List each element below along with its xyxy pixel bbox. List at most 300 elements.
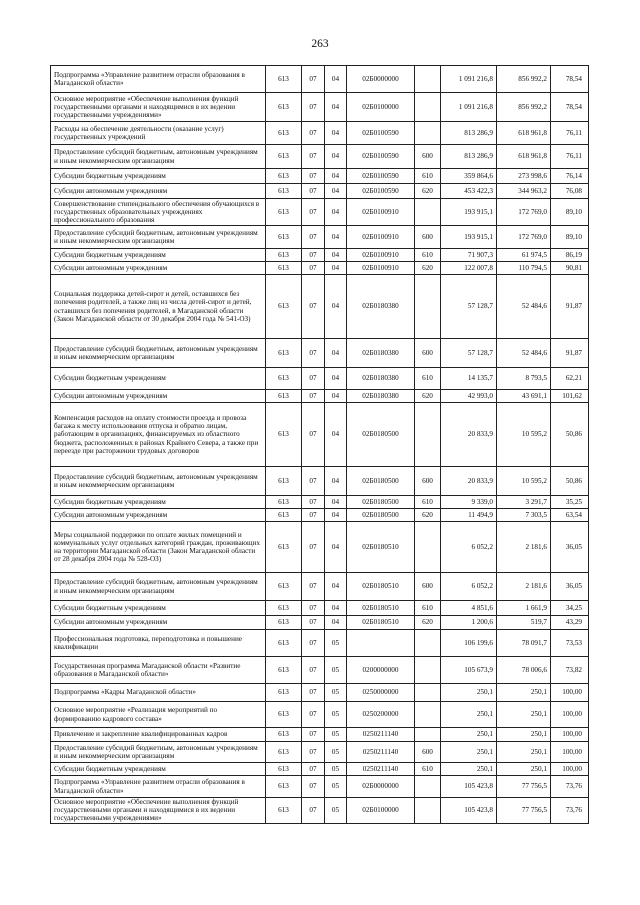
row-executed-amount: 519,7	[497, 616, 551, 630]
row-approved-amount: 4 851,6	[441, 601, 497, 616]
row-expense-type: 600	[415, 145, 441, 169]
row-execution-percent: 76,11	[551, 145, 589, 169]
row-section-code: 07	[302, 262, 325, 275]
row-subsection-code: 04	[325, 573, 347, 601]
row-execution-percent: 76,11	[551, 122, 589, 145]
row-executed-amount: 78 091,7	[497, 630, 551, 657]
row-approved-amount: 42 993,0	[441, 390, 497, 403]
row-subsection-code: 05	[325, 763, 347, 776]
row-name: Компенсация расходов на оплату стоимости проезда и провоза багажа к месту использования отпуска и обратно лицам, работающим в организациях, финансируемых из областного бюджета, расположенных в районах Крайнего Севера, а также при переезде при расторжении трудовых договоров	[51, 403, 266, 467]
row-ministry-code: 613	[266, 657, 302, 684]
row-approved-amount: 813 286,9	[441, 122, 497, 145]
row-subsection-code: 04	[325, 262, 347, 275]
row-subsection-code: 04	[325, 145, 347, 169]
row-target-article: 02Б0100000	[347, 798, 415, 824]
table-row	[51, 390, 589, 403]
row-section-code: 07	[302, 616, 325, 630]
row-execution-percent: 100,00	[551, 702, 589, 728]
row-target-article: 02Б0100590	[347, 122, 415, 145]
table-body	[51, 66, 589, 824]
table-row	[51, 616, 589, 630]
table-row	[51, 601, 589, 616]
row-execution-percent: 76,14	[551, 169, 589, 184]
row-name: Субсидии автономным учреждениям	[51, 390, 266, 403]
row-ministry-code: 613	[266, 145, 302, 169]
table-row	[51, 467, 589, 496]
row-name: Субсидии бюджетным учреждениям	[51, 169, 266, 184]
row-expense-type	[415, 657, 441, 684]
row-expense-type	[415, 93, 441, 122]
row-expense-type: 600	[415, 339, 441, 368]
row-target-article: 0250211140	[347, 742, 415, 763]
row-ministry-code: 613	[266, 93, 302, 122]
row-ministry-code: 613	[266, 763, 302, 776]
row-ministry-code: 613	[266, 630, 302, 657]
row-executed-amount: 2 181,6	[497, 573, 551, 601]
row-section-code: 07	[302, 184, 325, 199]
row-section-code: 07	[302, 93, 325, 122]
row-execution-percent: 62,21	[551, 368, 589, 390]
row-target-article: 0200000000	[347, 657, 415, 684]
row-name: Субсидии автономным учреждениям	[51, 262, 266, 275]
row-execution-percent: 89,10	[551, 199, 589, 226]
row-target-article: 0250200000	[347, 702, 415, 728]
row-expense-type	[415, 684, 441, 702]
row-executed-amount: 250,1	[497, 742, 551, 763]
row-target-article: 0250000000	[347, 684, 415, 702]
row-section-code: 07	[302, 66, 325, 93]
row-executed-amount: 250,1	[497, 763, 551, 776]
row-target-article: 02Б0180500	[347, 467, 415, 496]
row-target-article: 02Б0180380	[347, 339, 415, 368]
row-section-code: 07	[302, 684, 325, 702]
row-subsection-code: 05	[325, 776, 347, 798]
row-subsection-code: 04	[325, 467, 347, 496]
table-row	[51, 742, 589, 763]
row-executed-amount: 77 756,5	[497, 776, 551, 798]
row-executed-amount: 250,1	[497, 684, 551, 702]
row-execution-percent: 86,19	[551, 249, 589, 262]
row-target-article: 02Б0180380	[347, 390, 415, 403]
row-expense-type	[415, 728, 441, 742]
row-section-code: 07	[302, 122, 325, 145]
row-executed-amount: 10 595,2	[497, 467, 551, 496]
row-expense-type	[415, 798, 441, 824]
row-ministry-code: 613	[266, 467, 302, 496]
row-target-article: 02Б0180500	[347, 403, 415, 467]
row-execution-percent: 50,86	[551, 403, 589, 467]
row-approved-amount: 250,1	[441, 684, 497, 702]
row-name: Субсидии автономным учреждениям	[51, 616, 266, 630]
row-ministry-code: 613	[266, 226, 302, 249]
row-expense-type: 600	[415, 573, 441, 601]
row-subsection-code: 04	[325, 122, 347, 145]
row-execution-percent: 50,86	[551, 467, 589, 496]
budget-table	[50, 65, 589, 824]
table-row	[51, 169, 589, 184]
row-execution-percent: 36,05	[551, 522, 589, 573]
row-approved-amount: 20 833,9	[441, 467, 497, 496]
table-row	[51, 573, 589, 601]
row-name: Расходы на обеспечение деятельности (оказание услуг) государственных учреждений	[51, 122, 266, 145]
row-name: Предоставление субсидий бюджетным, автономным учреждениям и иным некоммерческим организациям	[51, 226, 266, 249]
row-executed-amount: 110 794,5	[497, 262, 551, 275]
row-target-article: 02Б0180510	[347, 616, 415, 630]
row-ministry-code: 613	[266, 798, 302, 824]
row-execution-percent: 78,54	[551, 66, 589, 93]
row-name: Предоставление субсидий бюджетным, автономным учреждениям и иным некоммерческим организациям	[51, 742, 266, 763]
row-execution-percent: 43,29	[551, 616, 589, 630]
row-approved-amount: 250,1	[441, 702, 497, 728]
row-executed-amount: 172 769,0	[497, 199, 551, 226]
row-ministry-code: 613	[266, 684, 302, 702]
table-row	[51, 657, 589, 684]
table-row	[51, 226, 589, 249]
row-subsection-code: 04	[325, 496, 347, 509]
row-section-code: 07	[302, 226, 325, 249]
row-ministry-code: 613	[266, 702, 302, 728]
row-expense-type	[415, 702, 441, 728]
row-execution-percent: 101,62	[551, 390, 589, 403]
row-section-code: 07	[302, 249, 325, 262]
row-subsection-code: 04	[325, 368, 347, 390]
row-execution-percent: 90,81	[551, 262, 589, 275]
row-target-article: 02Б0100910	[347, 262, 415, 275]
row-section-code: 07	[302, 776, 325, 798]
row-expense-type	[415, 522, 441, 573]
row-name: Совершенствование стипендиального обеспечения обучающихся в государственных образовательных учреждениях профессионального образования	[51, 199, 266, 226]
row-executed-amount: 52 484,6	[497, 275, 551, 339]
row-approved-amount: 6 052,2	[441, 522, 497, 573]
row-target-article: 02Б0100910	[347, 199, 415, 226]
row-approved-amount: 453 422,3	[441, 184, 497, 199]
row-subsection-code: 04	[325, 93, 347, 122]
table-row	[51, 93, 589, 122]
page-number: 263	[311, 38, 329, 50]
row-ministry-code: 613	[266, 339, 302, 368]
table-row	[51, 630, 589, 657]
row-target-article: 02Б0180380	[347, 368, 415, 390]
row-section-code: 07	[302, 798, 325, 824]
row-subsection-code: 04	[325, 616, 347, 630]
row-ministry-code: 613	[266, 390, 302, 403]
row-section-code: 07	[302, 702, 325, 728]
row-approved-amount: 20 833,9	[441, 403, 497, 467]
row-section-code: 07	[302, 728, 325, 742]
row-executed-amount: 43 691,1	[497, 390, 551, 403]
row-executed-amount: 61 974,5	[497, 249, 551, 262]
row-target-article: 0250211140	[347, 763, 415, 776]
row-target-article: 02Б0100590	[347, 145, 415, 169]
row-expense-type: 600	[415, 467, 441, 496]
row-expense-type	[415, 275, 441, 339]
row-name: Субсидии бюджетным учреждениям	[51, 249, 266, 262]
table-row	[51, 496, 589, 509]
row-ministry-code: 613	[266, 522, 302, 573]
row-name: Предоставление субсидий бюджетным, автономным учреждениям и иным некоммерческим организациям	[51, 339, 266, 368]
row-executed-amount: 8 793,5	[497, 368, 551, 390]
row-subsection-code: 04	[325, 226, 347, 249]
row-approved-amount: 106 199,6	[441, 630, 497, 657]
row-ministry-code: 613	[266, 403, 302, 467]
row-subsection-code: 04	[325, 339, 347, 368]
row-section-code: 07	[302, 657, 325, 684]
row-name: Подпрограмма «Управление развитием отрасли образования в Магаданской области»	[51, 776, 266, 798]
row-ministry-code: 613	[266, 169, 302, 184]
row-section-code: 07	[302, 390, 325, 403]
row-subsection-code: 04	[325, 509, 347, 522]
row-ministry-code: 613	[266, 249, 302, 262]
row-target-article: 02Б0180500	[347, 496, 415, 509]
row-section-code: 07	[302, 467, 325, 496]
row-section-code: 07	[302, 509, 325, 522]
row-section-code: 07	[302, 145, 325, 169]
row-subsection-code: 04	[325, 184, 347, 199]
row-subsection-code: 04	[325, 601, 347, 616]
row-approved-amount: 105 673,9	[441, 657, 497, 684]
row-approved-amount: 250,1	[441, 728, 497, 742]
row-subsection-code: 04	[325, 199, 347, 226]
row-ministry-code: 613	[266, 496, 302, 509]
row-expense-type: 600	[415, 742, 441, 763]
row-name: Государственная программа Магаданской области «Развитие образования в Магаданской области»	[51, 657, 266, 684]
row-target-article: 02Б0180380	[347, 275, 415, 339]
row-approved-amount: 1 091 216,8	[441, 93, 497, 122]
row-expense-type: 620	[415, 390, 441, 403]
row-ministry-code: 613	[266, 122, 302, 145]
table-row	[51, 798, 589, 824]
row-approved-amount: 6 052,2	[441, 573, 497, 601]
row-expense-type	[415, 66, 441, 93]
table-row	[51, 145, 589, 169]
row-expense-type: 610	[415, 601, 441, 616]
row-section-code: 07	[302, 630, 325, 657]
row-section-code: 07	[302, 763, 325, 776]
row-approved-amount: 14 135,7	[441, 368, 497, 390]
row-executed-amount: 250,1	[497, 728, 551, 742]
table-row	[51, 509, 589, 522]
row-target-article	[347, 630, 415, 657]
row-approved-amount: 57 128,7	[441, 339, 497, 368]
row-expense-type: 620	[415, 509, 441, 522]
row-subsection-code: 05	[325, 684, 347, 702]
table-row	[51, 403, 589, 467]
row-name: Предоставление субсидий бюджетным, автономным учреждениям и иным некоммерческим организациям	[51, 573, 266, 601]
row-name: Социальная поддержка детей-сирот и детей, оставшихся без попечения родителей, а также лиц из числа детей-сирот и детей, оставшихся без попечения родителей, в Магаданской области (Закон Магаданской области от 30 декабря 2004 года № 541-ОЗ)	[51, 275, 266, 339]
row-subsection-code: 05	[325, 657, 347, 684]
row-name: Субсидии бюджетным учреждениям	[51, 601, 266, 616]
row-name: Основное мероприятие «Обеспечение выполнения функций государственными органами и находящимися в их ведении государственными учреждениями»	[51, 93, 266, 122]
row-approved-amount: 1 200,6	[441, 616, 497, 630]
row-section-code: 07	[302, 403, 325, 467]
row-ministry-code: 613	[266, 368, 302, 390]
row-executed-amount: 172 769,0	[497, 226, 551, 249]
table-row	[51, 184, 589, 199]
table-row	[51, 249, 589, 262]
row-approved-amount: 193 915,1	[441, 226, 497, 249]
row-execution-percent: 76,08	[551, 184, 589, 199]
row-approved-amount: 122 007,8	[441, 262, 497, 275]
row-section-code: 07	[302, 496, 325, 509]
row-target-article: 02Б0000000	[347, 66, 415, 93]
row-approved-amount: 9 339,0	[441, 496, 497, 509]
row-approved-amount: 250,1	[441, 763, 497, 776]
row-subsection-code: 05	[325, 630, 347, 657]
row-execution-percent: 35,25	[551, 496, 589, 509]
row-ministry-code: 613	[266, 742, 302, 763]
row-expense-type: 620	[415, 616, 441, 630]
table-row	[51, 522, 589, 573]
row-executed-amount: 2 181,6	[497, 522, 551, 573]
row-name: Субсидии бюджетным учреждениям	[51, 763, 266, 776]
row-expense-type	[415, 403, 441, 467]
table-row	[51, 122, 589, 145]
table-row	[51, 199, 589, 226]
row-name: Профессиональная подготовка, переподготовка и повышение квалификации	[51, 630, 266, 657]
row-execution-percent: 63,54	[551, 509, 589, 522]
row-executed-amount: 856 992,2	[497, 66, 551, 93]
row-subsection-code: 04	[325, 275, 347, 339]
row-name: Субсидии бюджетным учреждениям	[51, 496, 266, 509]
row-approved-amount: 11 494,9	[441, 509, 497, 522]
table-row	[51, 684, 589, 702]
row-name: Предоставление субсидий бюджетным, автономным учреждениям и иным некоммерческим организациям	[51, 145, 266, 169]
table-row	[51, 368, 589, 390]
row-target-article: 0250211140	[347, 728, 415, 742]
row-executed-amount: 52 484,6	[497, 339, 551, 368]
table-row	[51, 339, 589, 368]
row-section-code: 07	[302, 368, 325, 390]
row-approved-amount: 250,1	[441, 742, 497, 763]
row-ministry-code: 613	[266, 776, 302, 798]
row-execution-percent: 34,25	[551, 601, 589, 616]
row-ministry-code: 613	[266, 66, 302, 93]
row-expense-type: 600	[415, 226, 441, 249]
row-target-article: 02Б0100910	[347, 249, 415, 262]
row-subsection-code: 05	[325, 742, 347, 763]
row-expense-type: 610	[415, 763, 441, 776]
row-execution-percent: 78,54	[551, 93, 589, 122]
row-ministry-code: 613	[266, 509, 302, 522]
row-executed-amount: 618 961,8	[497, 145, 551, 169]
table-row	[51, 702, 589, 728]
row-ministry-code: 613	[266, 573, 302, 601]
row-section-code: 07	[302, 339, 325, 368]
row-approved-amount: 105 423,8	[441, 798, 497, 824]
row-target-article: 02Б0100910	[347, 226, 415, 249]
row-ministry-code: 613	[266, 184, 302, 199]
row-expense-type	[415, 776, 441, 798]
row-name: Субсидии автономным учреждениям	[51, 509, 266, 522]
row-approved-amount: 359 864,6	[441, 169, 497, 184]
row-name: Подпрограмма «Управление развитием отрасли образования в Магаданской области»	[51, 66, 266, 93]
row-section-code: 07	[302, 742, 325, 763]
row-execution-percent: 100,00	[551, 684, 589, 702]
row-ministry-code: 613	[266, 199, 302, 226]
table-row	[51, 262, 589, 275]
row-target-article: 02Б0100000	[347, 93, 415, 122]
row-execution-percent: 73,53	[551, 630, 589, 657]
row-executed-amount: 1 661,9	[497, 601, 551, 616]
row-target-article: 02Б0180510	[347, 601, 415, 616]
table-row	[51, 66, 589, 93]
row-name: Основное мероприятие «Обеспечение выполнения функций государственными органами и находящимися в их ведении государственными учреждениями»	[51, 798, 266, 824]
row-executed-amount: 273 998,6	[497, 169, 551, 184]
row-target-article: 02Б0180500	[347, 509, 415, 522]
row-subsection-code: 04	[325, 522, 347, 573]
row-subsection-code: 04	[325, 169, 347, 184]
row-expense-type	[415, 199, 441, 226]
row-name: Привлечение и закрепление квалифицированных кадров	[51, 728, 266, 742]
row-name: Подпрограмма «Кадры Магаданской области»	[51, 684, 266, 702]
row-ministry-code: 613	[266, 601, 302, 616]
row-name: Меры социальной поддержки по оплате жилых помещений и коммунальных услуг отдельных категорий граждан, проживающих на территории Магаданской области (Закон Магаданской области от 28 декабря 2004 года № 528-ОЗ)	[51, 522, 266, 573]
row-section-code: 07	[302, 573, 325, 601]
row-section-code: 07	[302, 522, 325, 573]
row-name: Субсидии автономным учреждениям	[51, 184, 266, 199]
row-expense-type: 610	[415, 496, 441, 509]
row-target-article: 02Б0000000	[347, 776, 415, 798]
row-target-article: 02Б0180510	[347, 573, 415, 601]
row-executed-amount: 10 595,2	[497, 403, 551, 467]
table-row	[51, 763, 589, 776]
row-approved-amount: 71 907,3	[441, 249, 497, 262]
row-section-code: 07	[302, 169, 325, 184]
row-expense-type	[415, 630, 441, 657]
row-executed-amount: 618 961,8	[497, 122, 551, 145]
row-ministry-code: 613	[266, 616, 302, 630]
row-approved-amount: 813 286,9	[441, 145, 497, 169]
row-name: Субсидии бюджетным учреждениям	[51, 368, 266, 390]
row-execution-percent: 89,10	[551, 226, 589, 249]
row-ministry-code: 613	[266, 728, 302, 742]
row-subsection-code: 05	[325, 702, 347, 728]
table-row	[51, 776, 589, 798]
row-execution-percent: 100,00	[551, 763, 589, 776]
row-execution-percent: 100,00	[551, 728, 589, 742]
row-approved-amount: 105 423,8	[441, 776, 497, 798]
row-name: Предоставление субсидий бюджетным, автономным учреждениям и иным некоммерческим организациям	[51, 467, 266, 496]
row-execution-percent: 91,87	[551, 339, 589, 368]
row-expense-type: 620	[415, 262, 441, 275]
row-name: Основное мероприятие «Реализация мероприятий по формированию кадрового состава»	[51, 702, 266, 728]
row-target-article: 02Б0180510	[347, 522, 415, 573]
row-executed-amount: 250,1	[497, 702, 551, 728]
row-subsection-code: 04	[325, 390, 347, 403]
row-subsection-code: 04	[325, 66, 347, 93]
row-executed-amount: 3 291,7	[497, 496, 551, 509]
row-expense-type: 620	[415, 184, 441, 199]
row-expense-type: 610	[415, 368, 441, 390]
row-executed-amount: 7 303,5	[497, 509, 551, 522]
row-subsection-code: 05	[325, 798, 347, 824]
table-row	[51, 275, 589, 339]
row-approved-amount: 193 915,1	[441, 199, 497, 226]
row-subsection-code: 05	[325, 728, 347, 742]
row-target-article: 02Б0100590	[347, 184, 415, 199]
row-execution-percent: 73,76	[551, 776, 589, 798]
row-approved-amount: 1 091 216,8	[441, 66, 497, 93]
row-execution-percent: 73,76	[551, 798, 589, 824]
row-execution-percent: 100,00	[551, 742, 589, 763]
row-approved-amount: 57 128,7	[441, 275, 497, 339]
row-section-code: 07	[302, 199, 325, 226]
row-expense-type	[415, 122, 441, 145]
row-ministry-code: 613	[266, 262, 302, 275]
row-executed-amount: 344 963,2	[497, 184, 551, 199]
row-executed-amount: 856 992,2	[497, 93, 551, 122]
row-execution-percent: 91,87	[551, 275, 589, 339]
